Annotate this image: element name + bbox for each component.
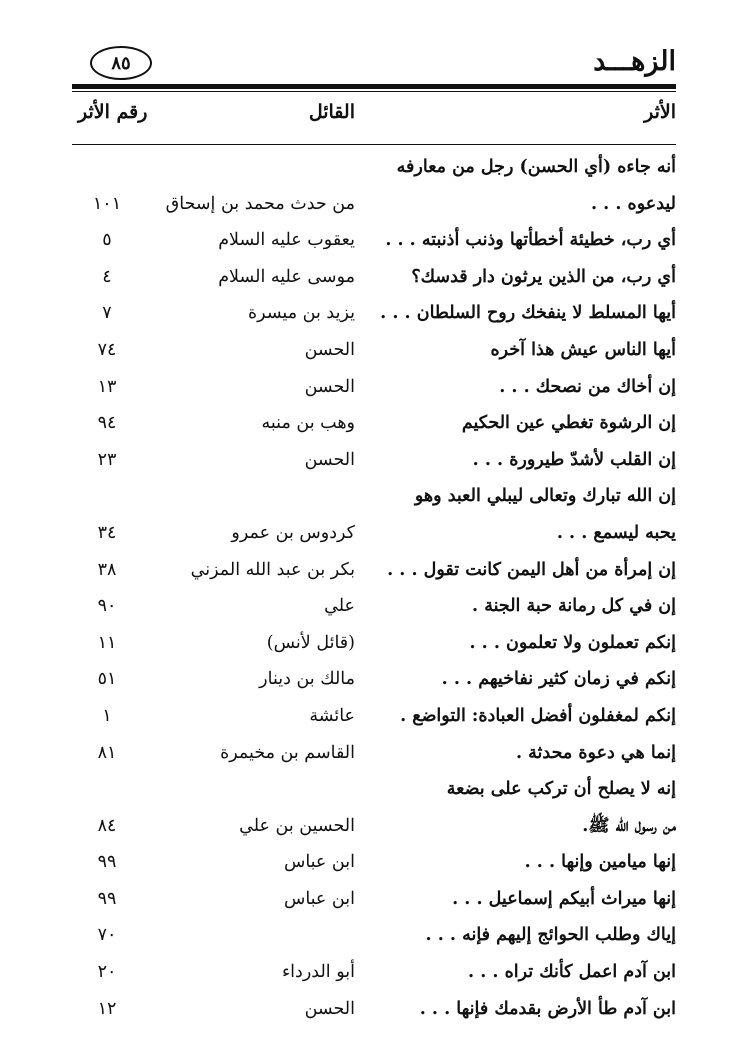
qail-name: أبو الدرداء: [281, 962, 355, 983]
page-number: ٨٥: [111, 52, 131, 74]
qail-name: مالك بن دينار: [259, 669, 355, 690]
athar-text: إن القلب لأشدّ طيرورة . . .: [472, 449, 676, 470]
athar-text: إنما هي دعوة محدثة .: [515, 742, 676, 763]
page-number-badge: [90, 46, 152, 80]
qail-name: موسى عليه السلام: [218, 266, 355, 287]
qail-name: علي: [324, 596, 355, 617]
table-row: [0, 405, 749, 442]
athar-number: ٩٠: [97, 596, 117, 617]
table-row: [0, 442, 749, 479]
athar-text: إن أخاك من نصحك . . .: [499, 376, 676, 397]
athar-text: إنها ميراث أبيكم إسماعيل . . .: [452, 888, 676, 909]
qail-name: الحسن: [304, 339, 355, 360]
athar-text: إنكم لمغفلون أفضل العبادة: التواضع .: [400, 705, 676, 726]
qail-name: بكر بن عبد الله المزني: [190, 559, 355, 580]
athar-text: إياك وطلب الحوائج إليهم فإنه . . .: [425, 925, 676, 946]
athar-number: ٨١: [97, 742, 117, 763]
table-row: [0, 515, 749, 552]
athar-number: ٣٨: [97, 559, 117, 580]
table-row: [0, 478, 749, 515]
column-header-qail: القائل: [308, 101, 355, 123]
qail-name: ابن عباس: [283, 888, 355, 909]
table-row: [0, 222, 749, 259]
qail-name: ابن عباس: [283, 852, 355, 873]
athar-number: ٩٩: [97, 852, 117, 873]
athar-text: إن الله تبارك وتعالى ليبلي العبد وهو: [414, 486, 676, 507]
header-rule-thin: [72, 91, 676, 92]
athar-number: ٢٠: [97, 962, 117, 983]
athar-number: ٩٤: [97, 413, 117, 434]
athar-number: ١٢: [97, 998, 117, 1019]
athar-text: أي رب، من الذين يرثون دار قدسك؟: [411, 266, 676, 287]
athar-number: ٧: [102, 303, 112, 324]
athar-number: ٩٩: [97, 888, 117, 909]
athar-text: إن الرشوة تغطي عين الحكيم: [461, 413, 676, 434]
athar-number: ١١: [97, 632, 117, 653]
athar-number: ٨٤: [97, 815, 117, 836]
athar-text: إن إمرأة من أهل اليمن كانت تقول . . .: [387, 559, 676, 580]
table-row: [0, 735, 749, 772]
qail-name: كردوس بن عمرو: [231, 522, 355, 543]
qail-name: الحسن: [304, 998, 355, 1019]
qail-name: عائشة: [309, 705, 355, 726]
athar-number: ١٣: [97, 376, 117, 397]
page-header: [72, 38, 676, 84]
table-row: [0, 149, 749, 186]
athar-number: ١٠١: [92, 193, 122, 214]
qail-name: القاسم بن مخيمرة: [220, 742, 355, 763]
athar-number: ٢٣: [97, 449, 117, 470]
table-row: [0, 332, 749, 369]
table-row: [0, 698, 749, 735]
qail-name: يزيد بن ميسرة: [248, 303, 355, 324]
header-rule-thick: [72, 84, 676, 89]
table-row: [0, 808, 749, 845]
qail-name: الحسن: [304, 376, 355, 397]
table-row: [0, 771, 749, 808]
athar-number: ٤: [102, 266, 112, 287]
table-row: [0, 917, 749, 954]
qail-name: (قائل لأنس): [266, 632, 355, 653]
table-row: [0, 552, 749, 589]
qail-name: الحسين بن علي: [239, 815, 355, 836]
table-row: [0, 954, 749, 991]
qail-name: وهب بن منبه: [261, 413, 355, 434]
athar-text: أي رب، خطيئة أخطأتها وذنب أذنبته . . .: [385, 230, 676, 251]
column-header-rule: [72, 144, 676, 145]
athar-text: إنكم في زمان كثير نفاخيهم . . .: [441, 669, 676, 690]
athar-number: ٥: [102, 230, 112, 251]
table-row: [0, 588, 749, 625]
athar-number: ٧٠: [97, 925, 117, 946]
qail-name: يعقوب عليه السلام: [218, 230, 355, 251]
athar-text: أيها الناس عيش هذا آخره: [490, 339, 676, 360]
athar-text: أيها المسلط لا ينفخك روح السلطان . . .: [380, 303, 676, 324]
index-table: [0, 149, 749, 1027]
table-row: [0, 991, 749, 1028]
athar-text: إنها ميامين وإنها . . .: [524, 852, 676, 873]
table-row: [0, 295, 749, 332]
table-row: [0, 369, 749, 406]
athar-text: يحبه ليسمع . . .: [556, 522, 676, 543]
table-row: [0, 881, 749, 918]
athar-text: ابن آدم اعمل كأنك تراه . . .: [468, 962, 676, 983]
athar-text: ابن آدم طأ الأرض بقدمك فإنها . . .: [419, 998, 676, 1019]
table-row: [0, 625, 749, 662]
qail-name: الحسن: [304, 449, 355, 470]
table-row: [0, 259, 749, 296]
athar-number: ٥١: [97, 669, 117, 690]
table-row: [0, 844, 749, 881]
athar-number: ٣٤: [97, 522, 117, 543]
qail-name: من حدث محمد بن إسحاق: [165, 193, 355, 214]
athar-text: إنكم تعملون ولا تعلمون . . .: [469, 632, 676, 653]
athar-text: إنه لا يصلح أن تركب على بضعة: [446, 779, 676, 800]
column-header-athar: الأثر: [644, 101, 676, 123]
table-row: [0, 186, 749, 223]
athar-number: ٧٤: [97, 339, 117, 360]
table-row: [0, 661, 749, 698]
athar-text: من رسول الله ﷺ.: [582, 815, 676, 836]
book-title: الزهـــد: [593, 46, 676, 77]
athar-text: إن في كل رمانة حبة الجنة .: [472, 596, 676, 617]
athar-text: أنه جاءه (أي الحسن) رجل من معارفه: [396, 157, 676, 177]
athar-text: ليدعوه . . .: [590, 193, 676, 214]
column-header-number: رقم الأثر: [78, 101, 148, 123]
athar-number: ١: [102, 705, 112, 726]
